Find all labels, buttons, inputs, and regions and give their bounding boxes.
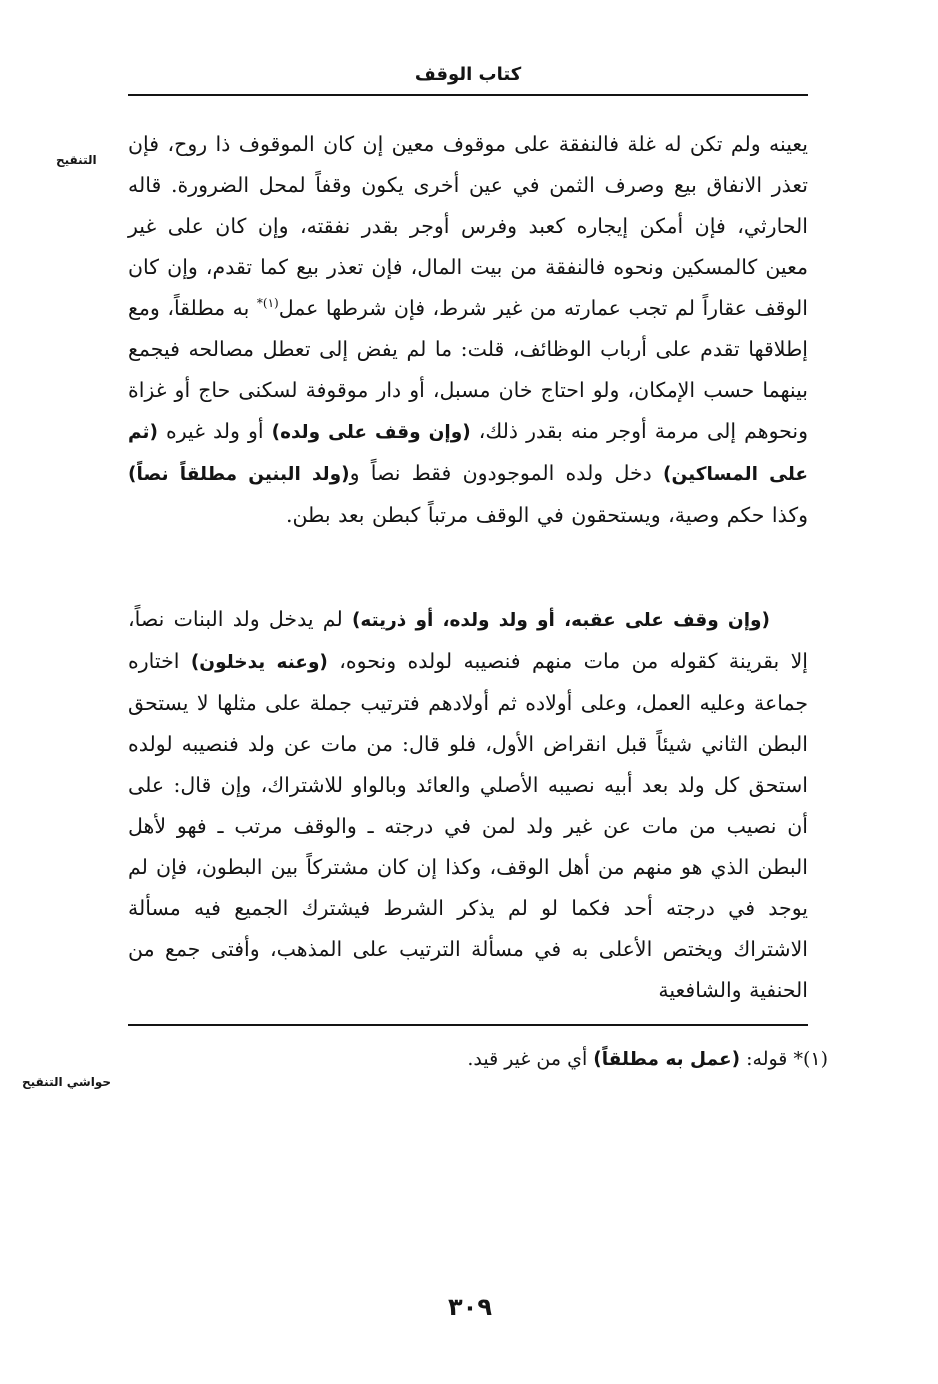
p2-bold-1: (وإن وقف على عقبه، أو ولد ولده، أو ذريته) (351, 610, 771, 631)
margin-label-main-text: التنقيح (56, 153, 97, 167)
page-header-title: كتاب الوقف (414, 64, 522, 85)
p2-text-2: اختاره جماعة وعليه العمل، وعلى أولاده ثم أولادهم فترتيب جملة على مثلها لا يستحق البطن الثاني شيئاً قبل انقراض الأول، فلو قال: من مات عن ولد فنصيبه لولده استحق كل ولد بعد أبيه نصيبه الأصلي والعائد وبالواو للاشتراك، وإن قال: على أن نصيب من مات عن غير ولد لمن في درجته ـ والوقف مرتب ـ فهو لأهل البطن الذي هو منهم من أهل الوقف، وكذا إن كان مشتركاً بين البطون، فإن لم يوجد في درجته أحد فكما لو لم يذكر الشرط فيشترك الجميع فيه مسألة الاشتراك ويختص الأعلى به في مسألة الترتيب على المذهب، وأفتى جمع من الحنفية والشافعية (128, 649, 808, 1002)
margin-label-notes: حواشي التنقيح (22, 1075, 112, 1089)
footnote-lead: قوله: (740, 1048, 794, 1070)
p2-bold-2: (وعنه يدخلون) (190, 652, 328, 673)
footnote-reference[interactable]: (١)* (256, 296, 279, 311)
p2-text-1: لم يدخل ولد البنات نصاً، إلا بقرينة كقوله من مات منهم فنصيبه لولده ونحوه، (128, 607, 808, 673)
p1-text-5: وكذا حكم وصية، ويستحقون في الوقف مرتباً كبطن بعد بطن. (285, 503, 808, 527)
p1-bold-1: (وإن وقف على ولده) (271, 422, 471, 443)
p1-text-2: به مطلقاً، ومع إطلاقها تقدم على أرباب الوظائف، قلت: ما لم يفض إلى تعطل مصالحه فيجمع بينهما حسب الإمكان، ولو احتاج خان مسبل، أو دار موقوفة لسكنى حاج أو غزاة ونحوهم إلى مرمة أوجر منه بقدر ذلك، (128, 296, 809, 443)
main-text-block (128, 0, 808, 1000)
p1-text-1: يعينه ولم تكن له غلة فالنفقة على موقوف معين إن كان الموقوف ذا روح، فإن تعذر الانفاق بيع وصرف الثمن في عين أخرى يكون وقفاً لمحل الضرورة. قاله الحارثي، فإن أمكن إيجاره كعبد وفرس أوجر بقدر نفقته، وإن كان على غير معين كالمسكين ونحوه فالنفقة من بيت المال، فإن تعذر بيع كما تقدم، وإن كان الوقف عقاراً لم تجب عمارته من غير شرط، فإن شرطها عمل (128, 132, 808, 320)
p1-text-4: دخل ولده الموجودون فقط نصاً و (349, 461, 664, 485)
footnote-rule (128, 1024, 808, 1026)
paragraph-2 (128, 599, 808, 1011)
footnote (128, 1044, 828, 1075)
page-number: ٣٠٩ (448, 1293, 492, 1321)
footnote-marker: (١)* (793, 1048, 828, 1070)
p1-text-3: أو ولد غيره (157, 419, 272, 443)
footnote-rest: أي من غير قيد. (467, 1048, 594, 1070)
paragraph-1 (128, 124, 808, 536)
footnote-bold: (عمل به مطلقاً) (593, 1049, 741, 1070)
p1-bold-3: (ولد البنين مطلقاً نصاً) (128, 464, 350, 485)
p1-bold-2: (ثم على المساكين) (128, 422, 809, 485)
